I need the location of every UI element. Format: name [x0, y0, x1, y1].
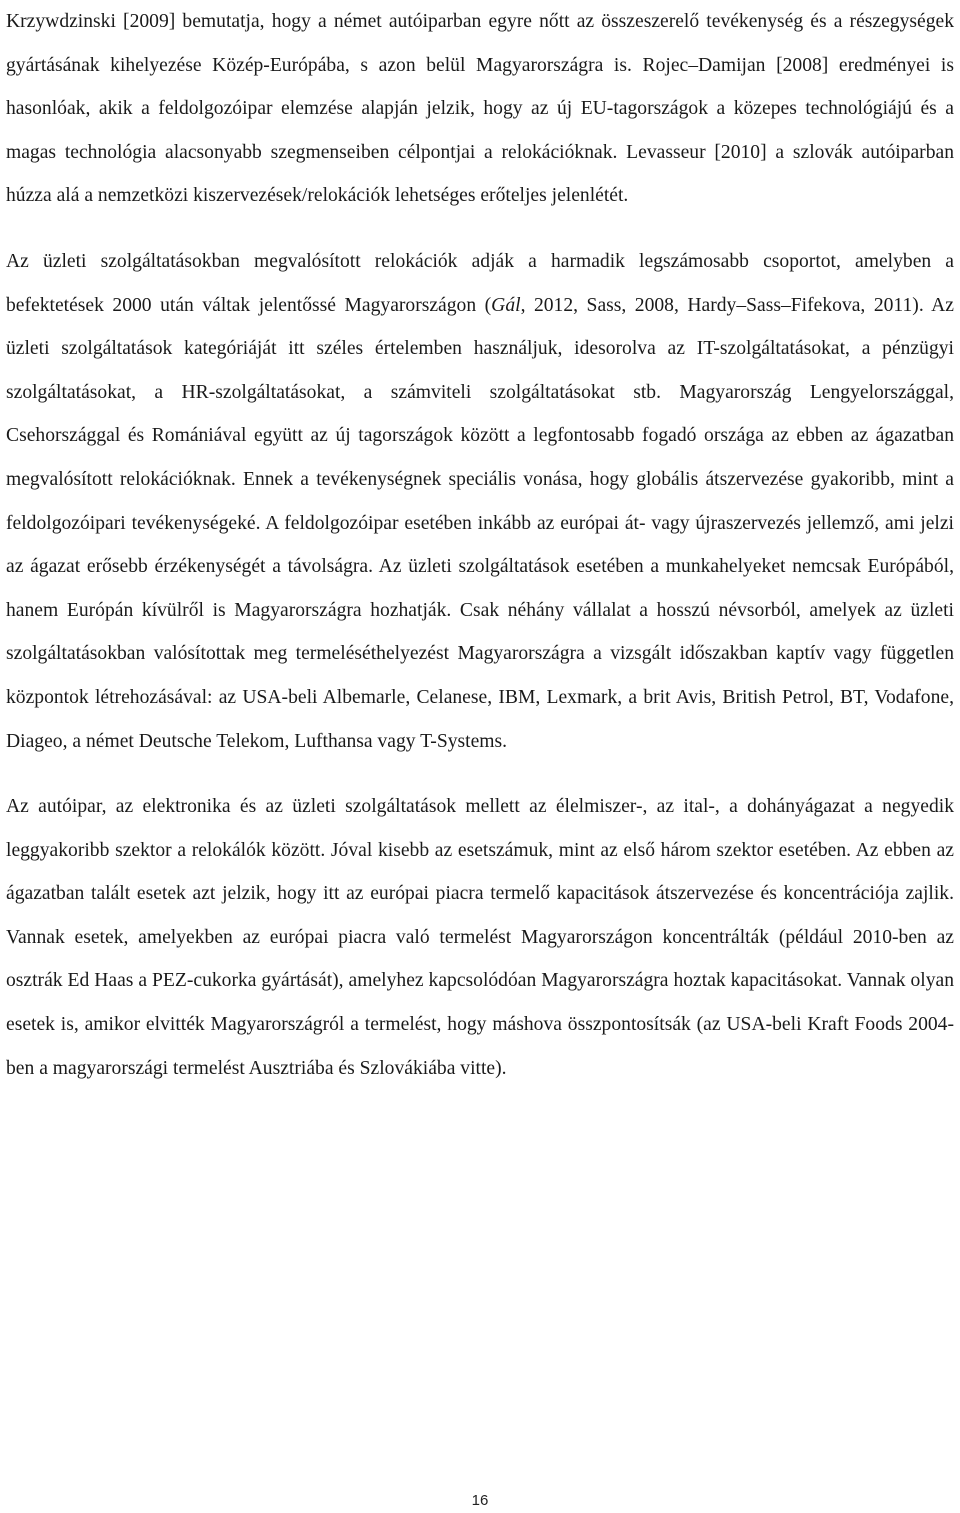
paragraph-business-services	[6, 240, 954, 763]
page-number: 16	[471, 1492, 489, 1509]
paragraph-automotive-relocation: Krzywdzinski [2009] bemutatja, hogy a német autóiparban egyre nőtt az összeszerelő tevékenység és a részegységek gyártásának kihelyezése Közép-Európába, s azon belül Magyarországra is. Rojec–Damijan [2008] eredményei is hasonlóak, akik a feldolgozóipar elemzése alapján jelzik, hogy az új EU-tagországok a közepes technológiájú és a magas technológia alacsonyabb szegmenseiben célpontjai a relokációknak. Levasseur [2010] a szlovák autóiparban húzza alá a nemzetközi kiszervezések/relokációk lehetséges erőteljes jelenlétét.	[6, 11, 954, 207]
author-citation-italic: Gál	[491, 294, 521, 316]
paragraph-text: , 2012, Sass, 2008, Hardy–Sass–Fifekova, 2011). Az üzleti szolgáltatások kategóriáját itt széles értelemben használjuk, idesorolva az IT-szolgáltatásokat, a pénzügyi szolgáltatásokat, a HR-szolgáltatásokat, a számviteli szolgáltatásokat stb. Magyarország Lengyelországgal, Csehországgal és Romániával együtt az új tagországok között a legfontosabb fogadó országa az ebben az ágazatban megvalósított relokációknak. Ennek a tevékenységnek speciális vonása, hogy globális átszervezése gyakoribb, mint a feldolgozóipari tevékenységeké. A feldolgozóipar esetében inkább az európai át- vagy újraszervezés jellemző, ami jelzi az ágazat erősebb érzékenységét a távolságra. Az üzleti szolgáltatások esetében a munkahelyeket nemcsak Európából, hanem Európán kívülről is Magyarországra hozhatják. Csak néhány vállalat a hosszú névsorból, amelyek az üzleti szolgáltatásokban valósítottak meg termeléséthelyezést Magyarországra a vizsgált időszakban kaptív vagy független központok létrehozásával: az USA-beli Albemarle, Celanese, IBM, Lexmark, a brit Avis, British Petrol, BT, Vodafone, Diageo, a német Deutsche Telekom, Lufthansa vagy T-Systems.	[6, 294, 954, 752]
document-page	[6, 0, 954, 1513]
paragraph-text: Az üzleti szolgáltatásokban megvalósított relokációk adják a harmadik legszámosabb csoportot, amelyben a befektetések 2000 után váltak jelentőssé Magyarországon (	[6, 250, 954, 316]
paragraph-food-beverage-sector: Az autóipar, az elektronika és az üzleti szolgáltatások mellett az élelmiszer-, az ital-, a dohányágazat a negyedik leggyakoribb szektor a relokálók között. Jóval kisebb az esetszámuk, mint az első három szektor esetében. Az ebben az ágazatban talált esetek azt jelzik, hogy itt az európai piacra termelő kapacitások átszervezése és koncentrációja zajlik. Vannak esetek, amelyekben az európai piacra való termelést Magyarországon koncentrálták (például 2010-ben az osztrák Ed Haas a PEZ-cukorka gyártását), amelyhez kapcsolódóan Magyarországra hoztak kapacitásokat. Vannak olyan esetek is, amikor elvitték Magyarországról a termelést, hogy máshova összpontosítsák (az USA-beli Kraft Foods 2004-ben a magyarországi termelést Ausztriába és Szlovákiába vitte).	[6, 796, 954, 1079]
